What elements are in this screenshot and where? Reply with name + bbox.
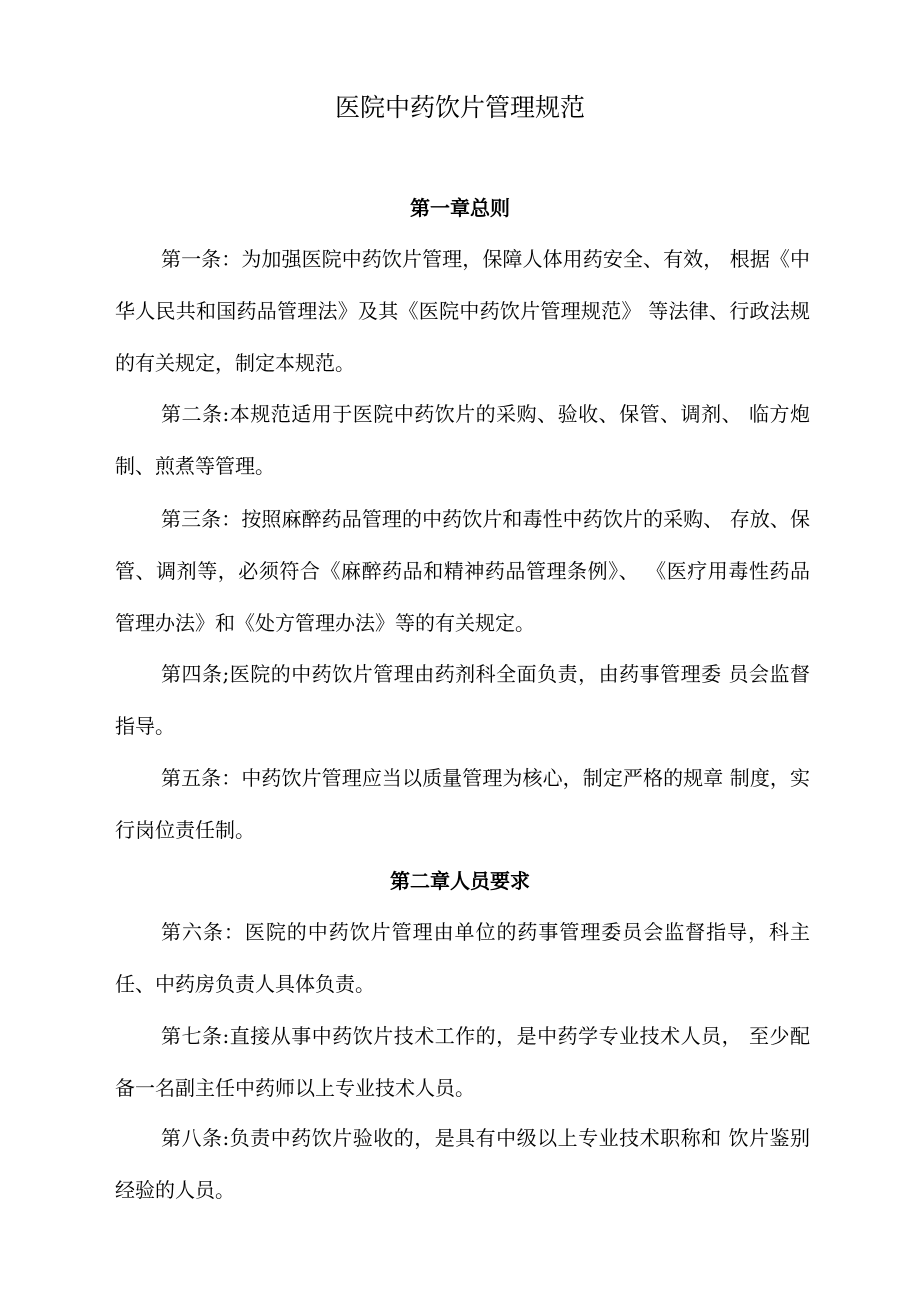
article-7: 第七条:直接从事中药饮片技术工作的，是中药学专业技术人员， 至少配备一名副主任中药师以上专业技术人员。 [115, 1024, 810, 1100]
chapter-heading-2: 第二章人员要求 [390, 869, 530, 893]
article-1: 第一条：为加强医院中药饮片管理，保障人体用药安全、有效， 根据《中华人民共和国药品管理法》及其《医院中药饮片管理规范》 等法律、行政法规的有关规定，制定本规范。 [115, 247, 810, 375]
article-6: 第六条：医院的中药饮片管理由单位的药事管理委员会监督指导，科主任、中药房负责人具体负责。 [115, 920, 810, 996]
article-5: 第五条：中药饮片管理应当以质量管理为核心，制定严格的规章 制度，实行岗位责任制。 [115, 766, 810, 842]
article-8: 第八条:负责中药饮片验收的，是具有中级以上专业技术职称和 饮片鉴别经验的人员。 [115, 1126, 810, 1202]
article-2: 第二条:本规范适用于医院中药饮片的采购、验收、保管、调剂、 临方炮制、煎煮等管理。 [115, 402, 810, 478]
chapter-heading-1: 第一章总则 [410, 196, 510, 220]
article-4: 第四条;医院的中药饮片管理由药剂科全面负责，由药事管理委 员会监督指导。 [115, 662, 810, 738]
article-3: 第三条：按照麻醉药品管理的中药饮片和毒性中药饮片的采购、 存放、保管、调剂等，必须符合《麻醉药品和精神药品管理条例》、 《医疗用毒性药品管理办法》和《处方管理办法》等的有关规定。 [115, 507, 810, 635]
document-title: 医院中药饮片管理规范 [334, 93, 585, 122]
